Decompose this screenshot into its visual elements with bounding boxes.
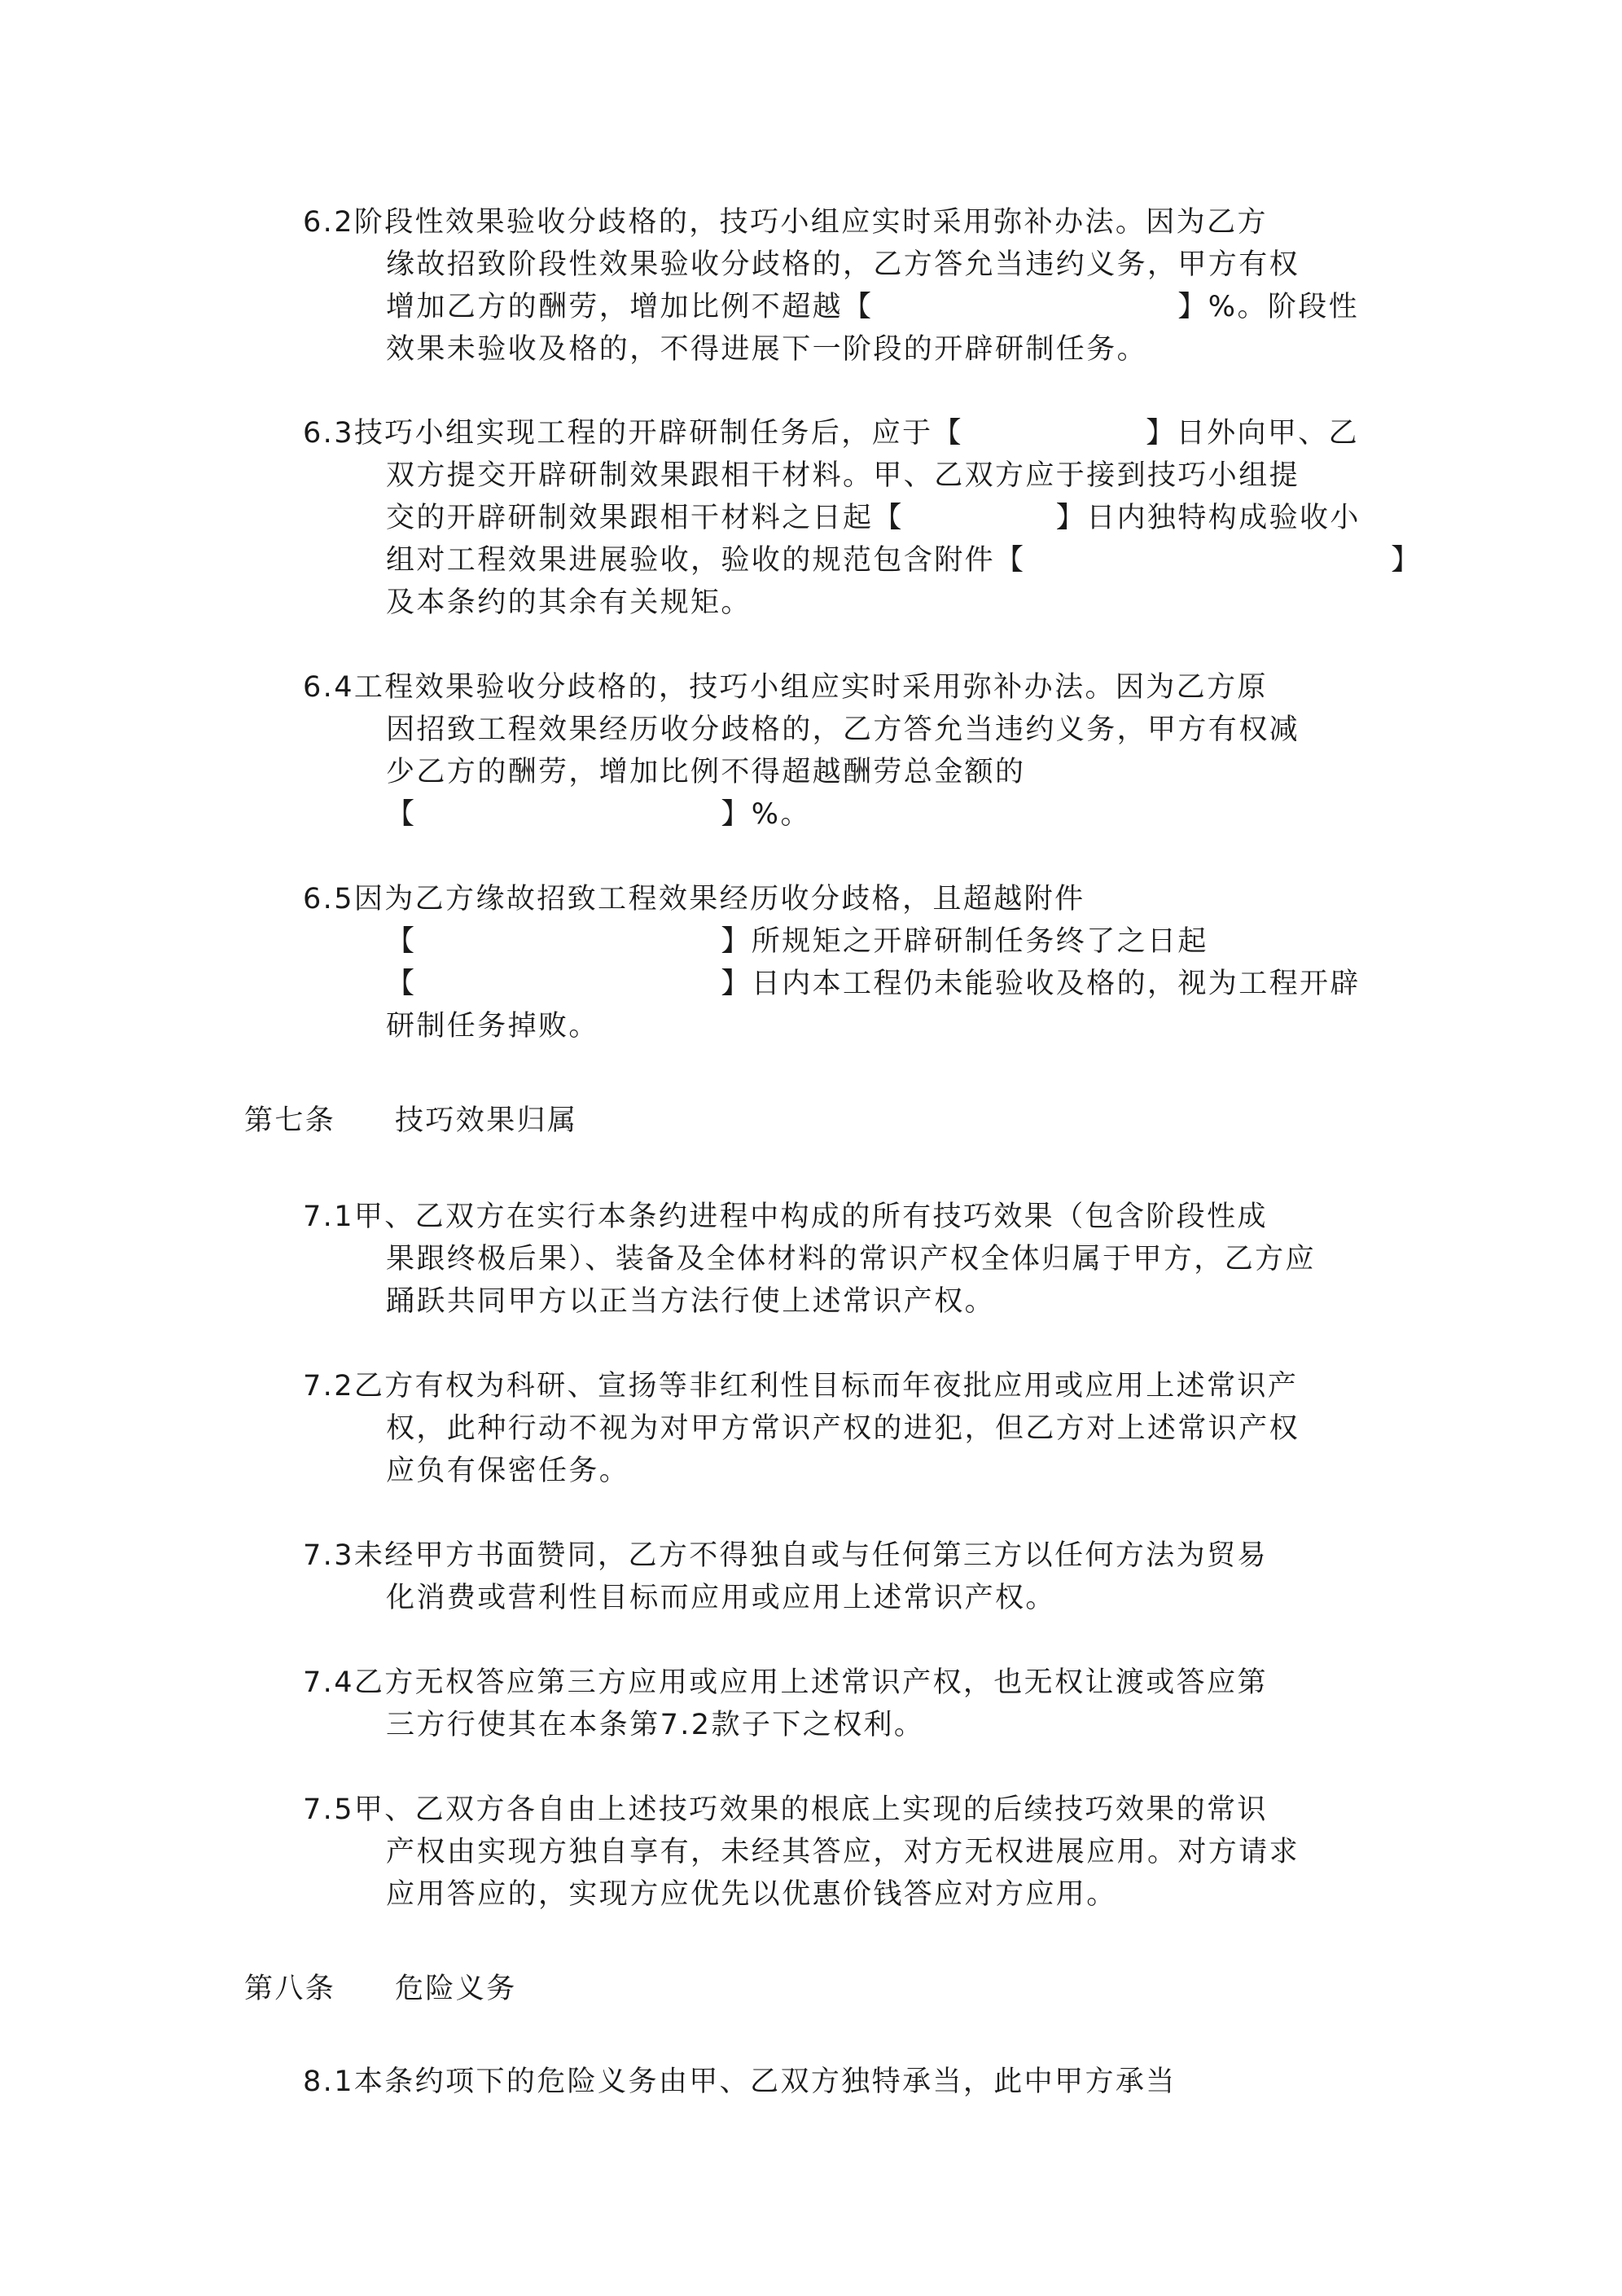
text-line: 6.5因为乙方缘故招致工程效果经历收分歧格，且超越附件 xyxy=(303,883,1085,915)
text-line: 权，此种行动不视为对甲方常识产权的进犯，但乙方对上述常识产权 xyxy=(386,1412,1300,1445)
text-line: 果跟终极后果）、装备及全体材料的常识产权全体归属于甲方，乙方应 xyxy=(386,1243,1316,1275)
text-line: 缘故招致阶段性效果验收分歧格的，乙方答允当违约义务，甲方有权 xyxy=(386,248,1300,281)
text-line: 因招致工程效果经历收分歧格的，乙方答允当违约义务，甲方有权减 xyxy=(386,713,1300,746)
text-line: 产权由实现方独自享有，未经其答应，对方无权进展应用。对方请求 xyxy=(386,1836,1300,1868)
text-line: 【 】日内本工程仍未能验收及格的，视为工程开辟 xyxy=(386,968,1361,1000)
text-line: 7.3未经甲方书面赞同，乙方不得独自或与任何第三方以任何方法为贸易 xyxy=(303,1539,1268,1572)
article-heading xyxy=(244,1968,517,2010)
text-line: 7.2乙方有权为科研、宣扬等非红利性目标而年夜批应用或应用上述常识产 xyxy=(303,1370,1299,1403)
text-line: 研制任务掉败。 xyxy=(386,1010,599,1043)
text-line: 6.3技巧小组实现工程的开辟研制任务后，应于【 】日外向甲、乙 xyxy=(303,417,1360,450)
text-line: 化消费或营利性目标而应用或应用上述常识产权。 xyxy=(386,1582,1056,1614)
text-line: 【 】%。 xyxy=(386,798,811,831)
article-number: 第七条 xyxy=(244,1104,336,1137)
text-line: 交的开辟研制效果跟相干材料之日起【 】日内独特构成验收小 xyxy=(386,502,1361,534)
text-line: 8.1本条约项下的危险义务由甲、乙双方独特承当，此中甲方承当 xyxy=(303,2066,1177,2098)
text-line: 7.5甲、乙双方各自由上述技巧效果的根底上实现的后续技巧效果的常识 xyxy=(303,1793,1268,1826)
text-line: 6.2阶段性效果验收分歧格的，技巧小组应实时采用弥补办法。因为乙方 xyxy=(303,206,1268,239)
article-title: 危险义务 xyxy=(395,1973,517,2005)
article-heading xyxy=(244,1100,577,1142)
text-line: 三方行使其在本条第7.2款子下之权利。 xyxy=(386,1709,925,1741)
text-line: 7.4乙方无权答应第三方应用或应用上述常识产权，也无权让渡或答应第 xyxy=(303,1666,1268,1699)
article-number: 第八条 xyxy=(244,1973,336,2005)
text-line: 应用答应的，实现方应优先以优惠价钱答应对方应用。 xyxy=(386,1878,1117,1911)
text-line: 6.4工程效果验收分歧格的，技巧小组应实时采用弥补办法。因为乙方原 xyxy=(303,671,1268,704)
text-line: 7.1甲、乙双方在实行本条约进程中构成的所有技巧效果（包含阶段性成 xyxy=(303,1201,1268,1233)
text-line: 增加乙方的酬劳，增加比例不超越【 】%。阶段性 xyxy=(386,291,1360,323)
text-line: 组对工程效果进展验收，验收的规范包含附件【 】 xyxy=(386,544,1422,577)
text-line: 踊跃共同甲方以正当方法行使上述常识产权。 xyxy=(386,1285,996,1318)
text-line: 及本条约的其余有关规矩。 xyxy=(386,586,752,619)
text-line: 双方提交开辟研制效果跟相干材料。甲、乙双方应于接到技巧小组提 xyxy=(386,459,1300,492)
text-line: 少乙方的酬劳，增加比例不得超越酬劳总金额的 xyxy=(386,756,1026,788)
article-title: 技巧效果归属 xyxy=(395,1104,578,1137)
text-line: 【 】所规矩之开辟研制任务终了之日起 xyxy=(386,925,1208,958)
text-line: 应负有保密任务。 xyxy=(386,1455,630,1487)
text-line: 效果未验收及格的，不得进展下一阶段的开辟研制任务。 xyxy=(386,333,1148,366)
